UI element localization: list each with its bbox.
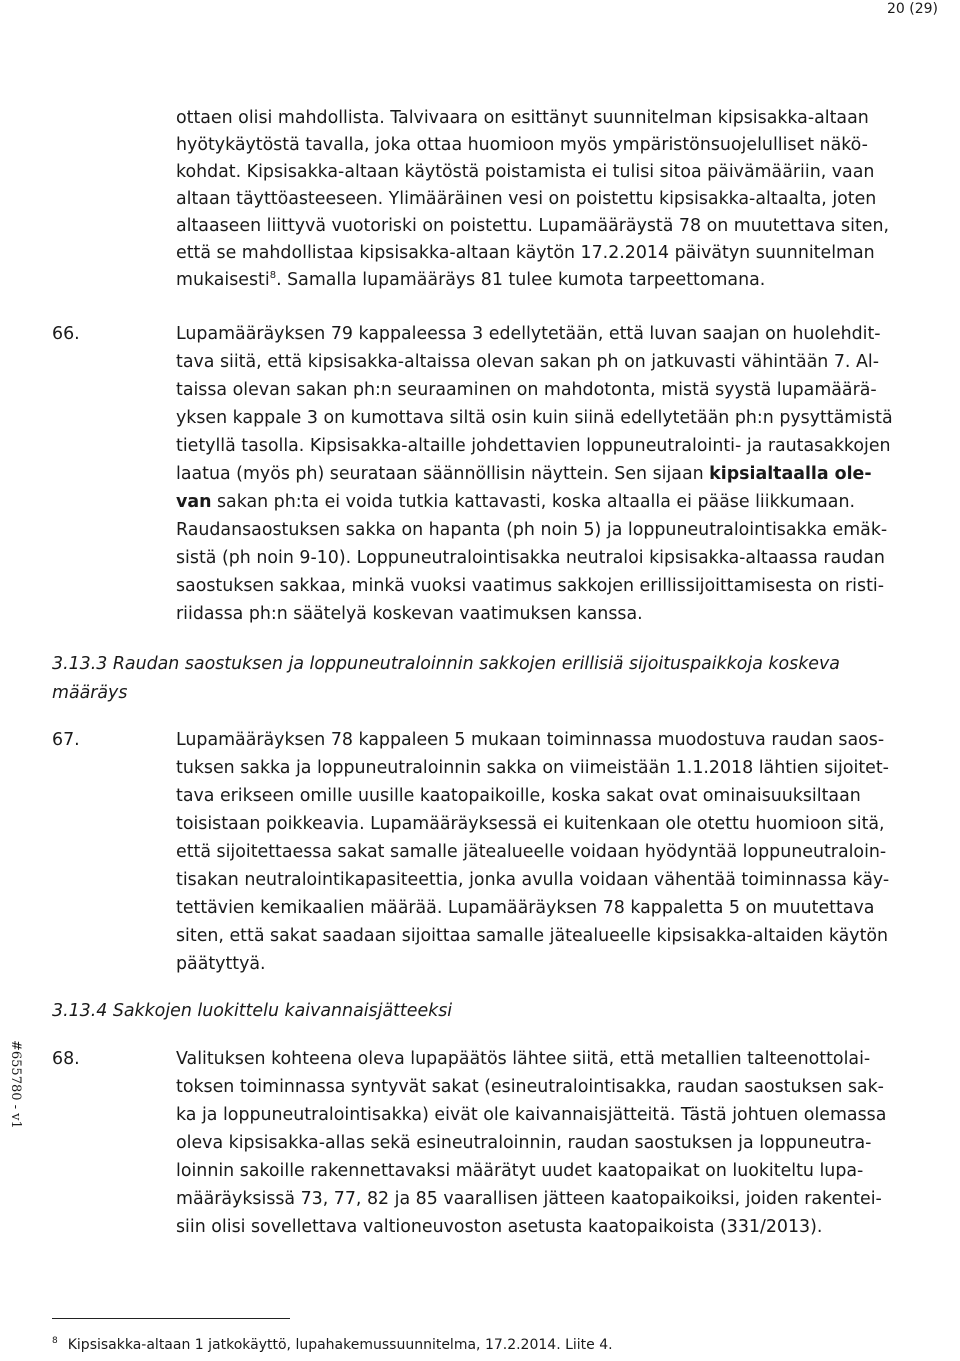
paragraph-line: Lupamääräyksen 78 kappaleen 5 mukaan toiminnassa muodostuva raudan saos- bbox=[176, 730, 885, 750]
page-number: 20 (29) bbox=[886, 1, 938, 17]
continuation-line-last bbox=[176, 270, 765, 290]
paragraph-line: taissa olevan sakan ph:n seuraaminen on mahdotonta, mistä syystä lupamäärä- bbox=[176, 380, 877, 400]
footnote-ref: 8 bbox=[269, 270, 277, 281]
paragraph-line: tava siitä, että kipsisakka-altaissa olevan sakan ph on jatkuvasti vähintään 7. Al- bbox=[176, 352, 879, 372]
paragraph-line: sistä (ph noin 9-10). Loppuneutralointisakka neutraloi kipsisakka-altaassa raudan bbox=[176, 548, 885, 568]
paragraph-line: tava erikseen omille uusille kaatopaikoille, koska sakat ovat ominaisuuksiltaan bbox=[176, 786, 861, 806]
text-segment: Sen sijaan bbox=[614, 464, 710, 484]
continuation-line: kohdat. Kipsisakka-altaan käytöstä poistamista ei tulisi sitoa päivämääriin, vaan bbox=[176, 162, 875, 182]
text-segment: mukaisesti bbox=[176, 270, 270, 290]
paragraph-line: Valituksen kohteena oleva lupapäätös lähtee siitä, että metallien talteenottolai- bbox=[176, 1049, 871, 1069]
paragraph-line: oleva kipsisakka-allas sekä esineutraloinnin, raudan saostuksen ja loppuneutra- bbox=[176, 1133, 872, 1153]
document-id: #655780 - v1 bbox=[8, 1040, 23, 1129]
text-segment: sakan ph:ta ei voida tutkia kattavasti, koska altaalla ei pääse liikkumaan. bbox=[211, 492, 856, 512]
text-segment: . Samalla lupamääräys 81 tulee kumota tarpeettomana. bbox=[276, 270, 766, 290]
paragraph-line: yksen kappale 3 on kumottava siltä osin kuin siinä edellytetään ph:n pysyttämistä bbox=[176, 408, 893, 428]
continuation-line: että se mahdollistaa kipsisakka-altaan käytön 17.2.2014 päivätyn suunnitelman bbox=[176, 243, 875, 263]
bold-text: kipsialtaalla ole- bbox=[709, 464, 872, 484]
continuation-line: altaan täyttöasteeseen. Ylimääräinen vesi on poistettu kipsisakka-altaalta, joten bbox=[176, 189, 877, 209]
section-heading: 3.13.3 Raudan saostuksen ja loppuneutraloinnin sakkojen erillisiä sijoituspaikkoja koskeva bbox=[52, 654, 840, 674]
paragraph-line: että sijoitettaessa sakat samalle jätealueelle voidaan hyödyntää loppuneutraloin- bbox=[176, 842, 887, 862]
paragraph-line bbox=[176, 464, 872, 484]
continuation-line: altaaseen liittyvä vuotoriski on poistettu. Lupamääräystä 78 on muutettava siten, bbox=[176, 216, 890, 236]
paragraph-line: toisistaan poikkeavia. Lupamääräyksessä ei kuitenkaan ole otettu huomioon sitä, bbox=[176, 814, 885, 834]
paragraph-line: tettävien kemikaalien määrää. Lupamääräyksen 78 kappaletta 5 on muutettava bbox=[176, 898, 875, 918]
paragraph-line: siten, että sakat saadaan sijoittaa samalle jätealueelle kipsisakka-altaiden käytön bbox=[176, 926, 889, 946]
paragraph-line: ka ja loppuneutralointisakka) eivät ole kaivannaisjätteitä. Tästä johtuen olemassa bbox=[176, 1105, 887, 1125]
continuation-line: hyötykäytöstä tavalla, joka ottaa huomioon myös ympäristönsuojelulliset näkö- bbox=[176, 135, 868, 155]
paragraph-number: 68. bbox=[52, 1049, 80, 1069]
paragraph-line: toksen toiminnassa syntyvät sakat (esineutralointisakka, raudan saostuksen sak- bbox=[176, 1077, 884, 1097]
paragraph-line: Raudansaostuksen sakka on hapanta (ph noin 5) ja loppuneutralointisakka emäk- bbox=[176, 520, 888, 540]
footnote-divider bbox=[52, 1318, 290, 1319]
paragraph-line: Lupamääräyksen 79 kappaleessa 3 edellytetään, että luvan saajan on huolehdit- bbox=[176, 324, 881, 344]
paragraph-number: 67. bbox=[52, 730, 80, 750]
paragraph-line: siin olisi sovellettava valtioneuvoston asetusta kaatopaikoista (331/2013). bbox=[176, 1217, 823, 1237]
paragraph-line: saostuksen sakkaa, minkä vuoksi vaatimus sakkojen erillissijoittamisesta on risti- bbox=[176, 576, 884, 596]
continuation-line: ottaen olisi mahdollista. Talvivaara on esittänyt suunnitelman kipsisakka-altaan bbox=[176, 108, 869, 128]
paragraph-line: tietyllä tasolla. Kipsisakka-altaille johdettavien loppuneutralointi- ja rautasakkojen bbox=[176, 436, 891, 456]
paragraph-line: riidassa ph:n säätelyä koskevan vaatimuksen kanssa. bbox=[176, 604, 643, 624]
paragraph-line: tisakan neutralointikapasiteettia, jonka avulla voidaan vähentää toiminnassa käy- bbox=[176, 870, 890, 890]
paragraph-line: tuksen sakka ja loppuneutraloinnin sakka on viimeistään 1.1.2018 lähtien sijoitet- bbox=[176, 758, 889, 778]
bold-text: van bbox=[176, 492, 212, 512]
paragraph-line bbox=[176, 492, 855, 512]
paragraph-number: 66. bbox=[52, 324, 80, 344]
text-segment: laatua (myös ph) seurataan säännöllisin näyttein. bbox=[176, 464, 609, 484]
footnote-marker: 8 bbox=[52, 1336, 58, 1346]
section-heading: määräys bbox=[52, 683, 128, 703]
paragraph-line: päätyttyä. bbox=[176, 954, 266, 974]
paragraph-line: loinnin sakoille rakennettavaksi määrätyt uudet kaatopaikat on luokiteltu lupa- bbox=[176, 1161, 864, 1181]
section-heading: 3.13.4 Sakkojen luokittelu kaivannaisjätteeksi bbox=[52, 1001, 453, 1021]
footnote bbox=[52, 1336, 613, 1354]
footnote-text: Kipsisakka-altaan 1 jatkokäyttö, lupahakemussuunnitelma, 17.2.2014. Liite 4. bbox=[67, 1337, 613, 1353]
paragraph-line: määräyksissä 73, 77, 82 ja 85 vaarallisen jätteen kaatopaikoiksi, joiden rakentei- bbox=[176, 1189, 882, 1209]
